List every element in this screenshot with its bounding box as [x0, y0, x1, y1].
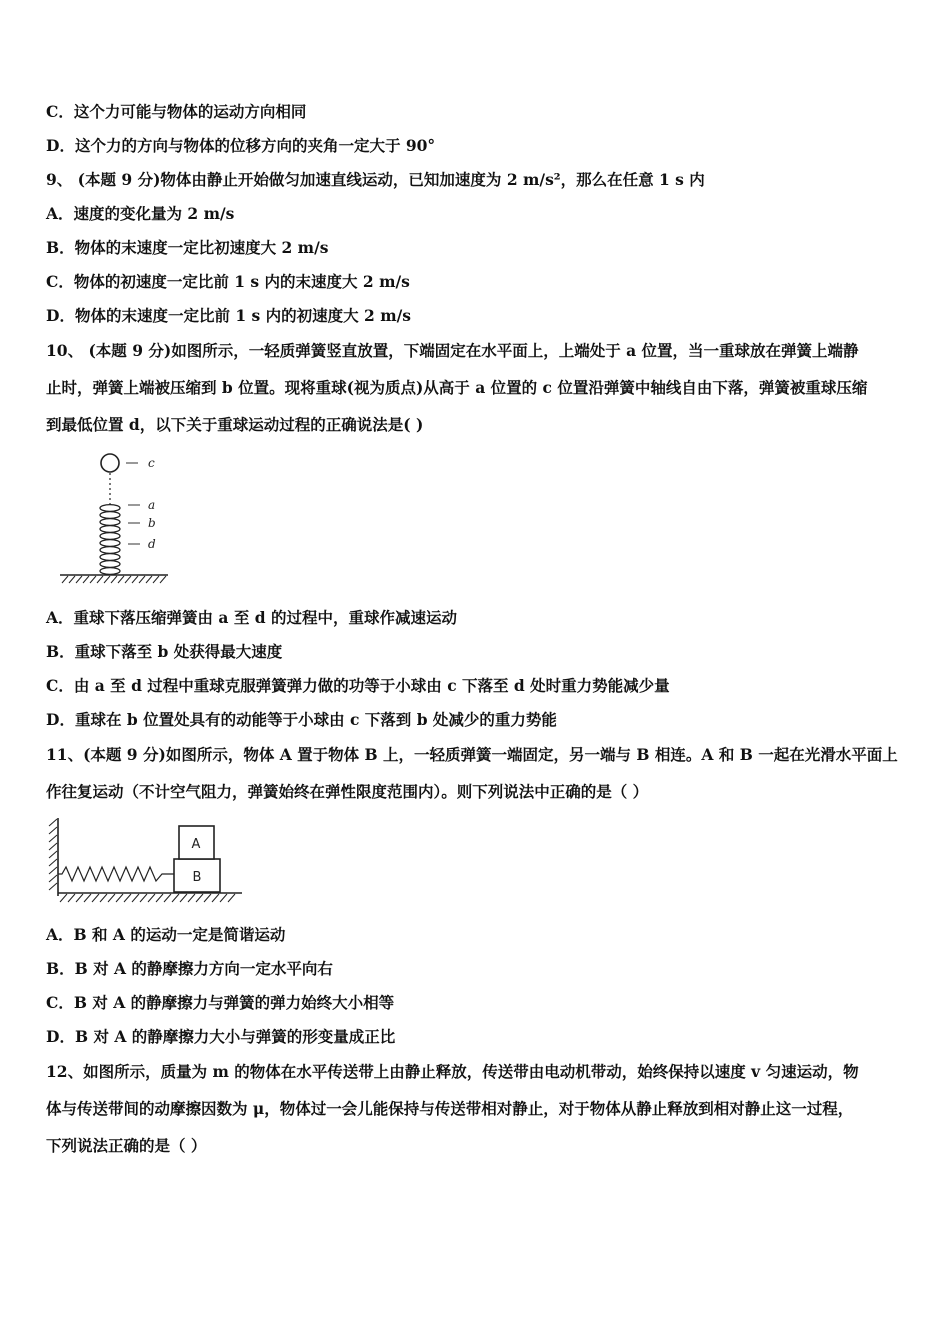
q12-stem-line-2: 体与传送带间的动摩擦因数为 μ，物体过一会儿能保持与传送带相对静止，对于物体从静止释放到相对静止这一过程， — [46, 1099, 854, 1118]
block-b-label: B — [192, 870, 202, 885]
q9-option-d: D．物体的末速度一定比前 1 s 内的初速度大 2 m/s — [46, 306, 412, 325]
q12-stem-line-3: 下列说法正确的是（ ） — [46, 1136, 207, 1155]
q11-option-a: A．B 和 A 的运动一定是简谐运动 — [46, 925, 286, 944]
fig-label-b: b — [148, 516, 156, 530]
q11-option-d: D．B 对 A 的静摩擦力大小与弹簧的形变量成正比 — [46, 1027, 396, 1046]
q10-stem-line-2: 止时，弹簧上端被压缩到 b 位置。现将重球(视为质点)从高于 a 位置的 c 位置沿弹簧中轴线自由下落，弹簧被重球压缩 — [46, 378, 868, 397]
q10-stem-line-1: 10、 (本题 9 分)如图所示，一轻质弹簧竖直放置，下端固定在水平面上，上端处于 a 位置，当一重球放在弹簧上端静 — [46, 341, 859, 360]
fig-label-a: a — [148, 498, 156, 512]
q9-option-a: A．速度的变化量为 2 m/s — [46, 204, 235, 223]
q9-option-b: B．物体的末速度一定比初速度大 2 m/s — [46, 238, 329, 257]
q8-option-d: D．这个力的方向与物体的位移方向的夹角一定大于 90° — [46, 136, 436, 155]
block-a-label: A — [191, 837, 201, 852]
q11-option-b: B．B 对 A 的静摩擦力方向一定水平向右 — [46, 959, 333, 978]
q10-option-b: B．重球下落至 b 处获得最大速度 — [46, 642, 283, 661]
q8-option-c: C．这个力可能与物体的运动方向相同 — [46, 102, 307, 121]
spring-block-figure — [46, 814, 246, 908]
q11-option-c: C．B 对 A 的静摩擦力与弹簧的弹力始终大小相等 — [46, 993, 395, 1012]
q9-option-c: C．物体的初速度一定比前 1 s 内的末速度大 2 m/s — [46, 272, 410, 291]
q11-stem-line-1: 11、(本题 9 分)如图所示，物体 A 置于物体 B 上，一轻质弹簧一端固定，另一端与 B 相连。A 和 B 一起在光滑水平面上 — [46, 745, 898, 764]
q10-stem-line-3: 到最低位置 d，以下关于重球运动过程的正确说法是( ) — [46, 415, 424, 434]
fig-label-d: d — [148, 537, 156, 551]
q9-stem: 9、 (本题 9 分)物体由静止开始做匀加速直线运动，已知加速度为 2 m/s²，那么在任意 1 s 内 — [46, 170, 705, 189]
q10-option-d: D．重球在 b 位置处具有的动能等于小球由 c 下落到 b 处减少的重力势能 — [46, 710, 557, 729]
q12-stem-line-1: 12、如图所示，质量为 m 的物体在水平传送带上由静止释放，传送带由电动机带动，始终保持以速度 v 匀速运动，物 — [46, 1062, 859, 1081]
q10-option-a: A．重球下落压缩弹簧由 a 至 d 的过程中，重球作减速运动 — [46, 608, 457, 627]
q11-stem-line-2: 作往复运动（不计空气阻力，弹簧始终在弹性限度范围内）。则下列说法中正确的是（ ） — [46, 782, 649, 801]
q10-option-c: C．由 a 至 d 过程中重球克服弹簧弹力做的功等于小球由 c 下落至 d 处时重力势能减少量 — [46, 676, 670, 695]
fig-label-c: c — [148, 456, 155, 470]
spring-vertical-figure — [56, 448, 186, 590]
